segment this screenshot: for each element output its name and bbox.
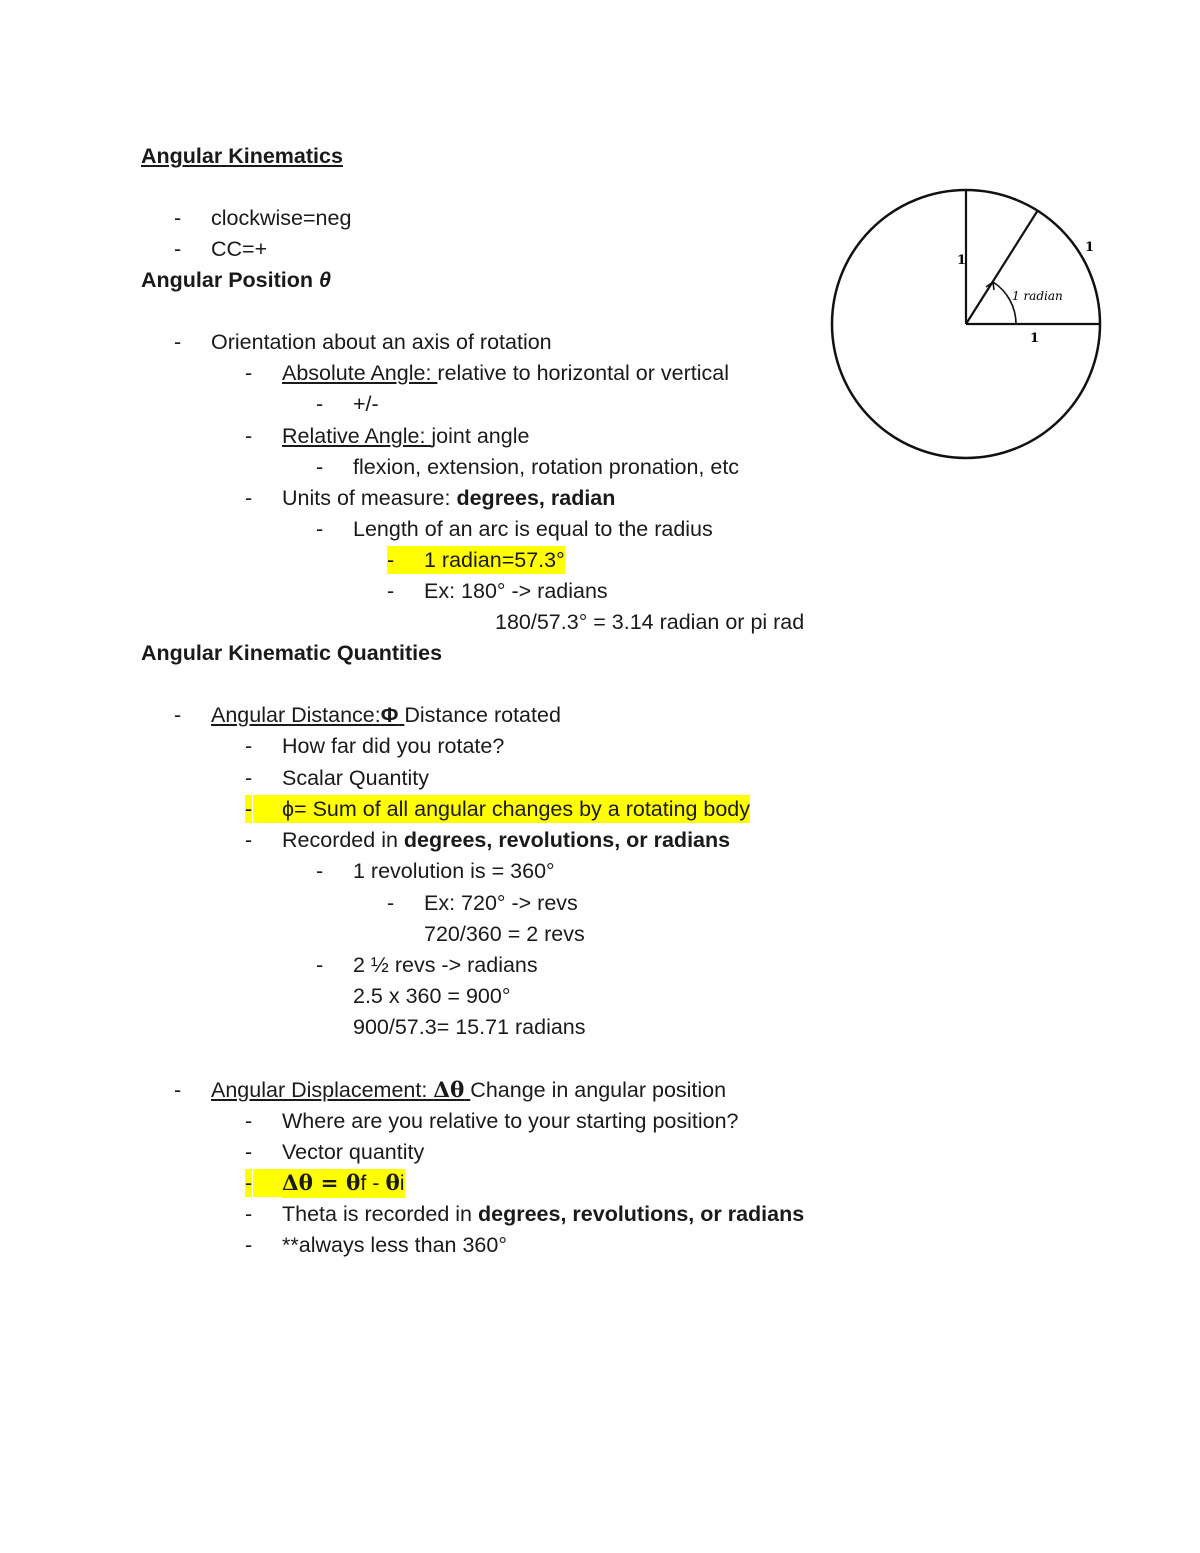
bullet-orientation	[174, 328, 552, 356]
delta-def-main: Δθ = θ	[282, 1171, 361, 1196]
bullet-text: Where are you relative to your starting position?	[282, 1109, 739, 1133]
bullet-text: How far did you rotate?	[282, 734, 505, 758]
bullet-angular-distance	[174, 701, 561, 729]
bullet-angular-displacement	[174, 1076, 727, 1104]
dash: -	[245, 828, 253, 852]
delta-def-i: i	[399, 1171, 405, 1195]
dash: -	[245, 734, 253, 758]
dash: -	[245, 1202, 253, 1226]
delta-def-f: f -	[360, 1171, 386, 1195]
units-bold: degrees, radian	[456, 486, 616, 510]
dash: -	[245, 1109, 253, 1133]
bullet-relative-angle	[245, 422, 530, 450]
bullet-how-far	[245, 732, 505, 760]
phi-symbol: Φ	[380, 703, 399, 727]
angular-distance-label: Angular Distance:	[211, 703, 381, 727]
dash: -	[316, 455, 324, 479]
dash: -	[245, 361, 253, 385]
relative-angle-text: joint angle	[431, 424, 530, 448]
dash-highlight: -	[387, 546, 402, 574]
heading-text: Angular Position	[141, 268, 319, 292]
calc-rad: 900/57.3= 15.71 radians	[353, 1015, 586, 1039]
label-angle: 1 radian	[1012, 289, 1063, 303]
bullet-text: flexion, extension, rotation pronation, etc	[353, 455, 740, 479]
bullet-text: Vector quantity	[282, 1140, 425, 1164]
bullet-vector	[245, 1138, 425, 1166]
bullet-half-revs	[316, 951, 538, 979]
bullet-flexion	[316, 453, 740, 481]
units-text: Units of measure:	[282, 486, 457, 510]
relative-angle-label: Relative Angle:	[282, 424, 432, 448]
bullet-text: +/-	[353, 392, 379, 416]
phi-def-text: ϕ= Sum of all angular changes by a rotating body	[282, 797, 751, 821]
angular-distance-text: Distance rotated	[404, 703, 561, 727]
dash: -	[174, 1078, 182, 1102]
heading-angular-position	[141, 266, 331, 294]
bullet-recorded	[245, 826, 731, 854]
radian-diagram	[826, 184, 1106, 464]
bullet-text: CC=+	[211, 237, 268, 261]
recorded-text: Recorded in	[282, 828, 404, 852]
bullet-text: clockwise=neg	[211, 206, 352, 230]
dash-highlight: -	[245, 1171, 253, 1195]
calc-revs: 720/360 = 2 revs	[424, 922, 585, 946]
absolute-angle-label: Absolute Angle:	[282, 361, 438, 385]
bullet-text: 1 revolution is = 360°	[353, 859, 555, 883]
bullet-ex-radians	[387, 577, 608, 605]
dash: -	[316, 392, 324, 416]
delta-def-theta: θ	[385, 1171, 400, 1196]
absolute-angle-text: relative to horizontal or vertical	[437, 361, 729, 385]
dash: -	[316, 517, 324, 541]
bullet-text: Scalar Quantity	[282, 766, 429, 790]
dash: -	[174, 237, 182, 261]
dash: -	[245, 1233, 253, 1257]
bullet-scalar	[245, 764, 429, 792]
theta-bold: degrees, revolutions, or radians	[478, 1202, 805, 1226]
dash: -	[245, 1140, 253, 1164]
dash: -	[245, 424, 253, 448]
bullet-text: Ex: 180° -> radians	[424, 579, 608, 603]
radius-diagonal	[966, 210, 1038, 324]
radian-def-text: 1 radian=57.3°	[424, 548, 565, 572]
label-arc: 1	[1085, 240, 1095, 255]
dash: -	[387, 579, 395, 603]
dash: -	[174, 703, 182, 727]
bullet-rev-def	[316, 857, 555, 885]
bullet-plus-minus	[316, 390, 379, 418]
bullet-ex-revs	[387, 889, 578, 917]
dash: -	[245, 766, 253, 790]
bullet-where	[245, 1107, 739, 1135]
bullet-text: 2 ½ revs -> radians	[353, 953, 538, 977]
bullet-absolute-angle	[245, 359, 729, 387]
heading-angular-kinematics: Angular Kinematics	[141, 144, 343, 168]
label-left: 1	[957, 253, 967, 268]
dash: -	[174, 206, 182, 230]
dash: -	[174, 330, 182, 354]
delta-theta-symbol: Δθ	[433, 1078, 465, 1103]
dash: -	[245, 486, 253, 510]
angular-displacement-text: Change in angular position	[470, 1078, 727, 1102]
bullet-theta-recorded	[245, 1200, 805, 1228]
dash: -	[387, 891, 395, 915]
bullet-text: Orientation about an axis of rotation	[211, 330, 552, 354]
bullet-clockwise	[174, 204, 352, 232]
label-bottom: 1	[1030, 331, 1040, 346]
theta-text: Theta is recorded in	[282, 1202, 478, 1226]
bullet-text: Ex: 720° -> revs	[424, 891, 578, 915]
theta-symbol: θ	[318, 268, 331, 292]
bullet-text: Length of an arc is equal to the radius	[353, 517, 713, 541]
dash-highlight: -	[245, 797, 253, 821]
bullet-text: **always less than 360°	[282, 1233, 507, 1257]
calc-deg: 2.5 x 360 = 900°	[353, 984, 511, 1008]
dash: -	[316, 953, 324, 977]
bullet-always	[245, 1231, 507, 1259]
recorded-bold: degrees, revolutions, or radians	[403, 828, 731, 852]
bullet-units	[245, 484, 616, 512]
dash: -	[316, 859, 324, 883]
angular-displacement-label: Angular Displacement:	[211, 1078, 434, 1102]
bullet-cc	[174, 235, 268, 263]
calc-pi: 180/57.3° = 3.14 radian or pi rad	[495, 610, 805, 634]
heading-kinematic-quantities: Angular Kinematic Quantities	[141, 641, 443, 665]
bullet-arc-length	[316, 515, 713, 543]
